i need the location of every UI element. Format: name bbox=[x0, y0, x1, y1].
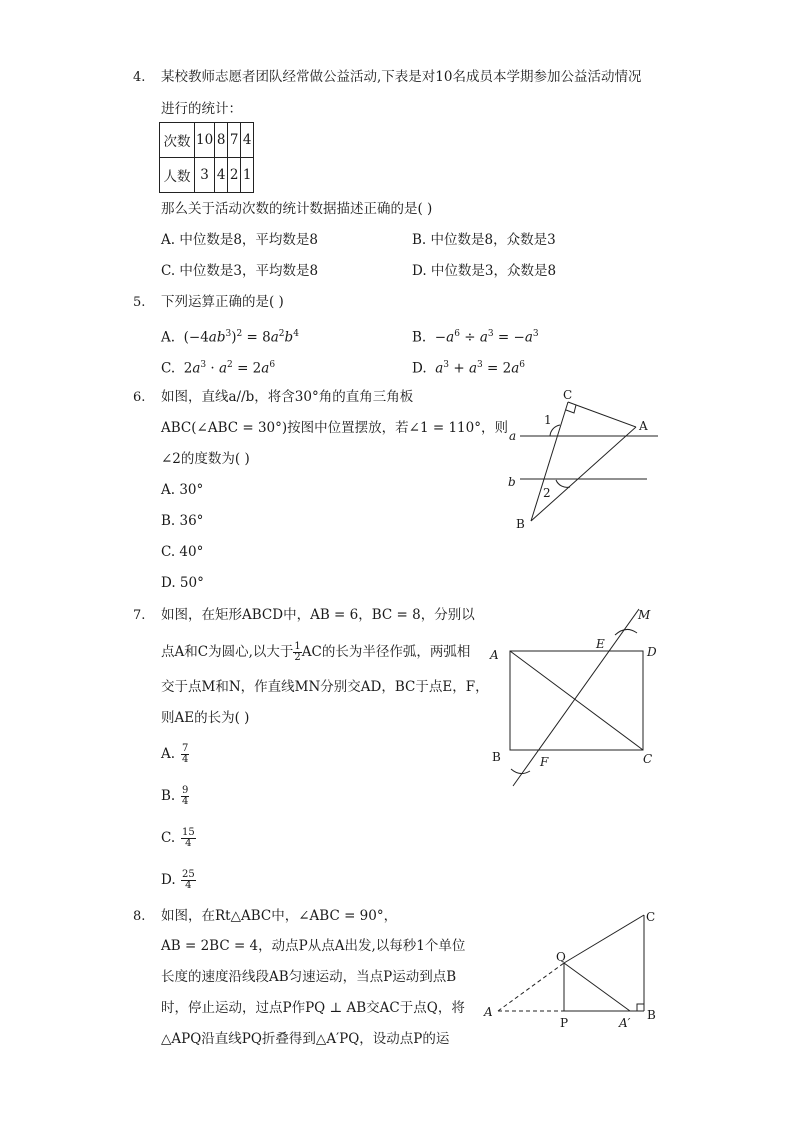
q7-line4: 则AE的长为( ) bbox=[161, 710, 250, 726]
q7-option-d: D. $\frac{25}{4}$ bbox=[161, 869, 195, 891]
q4-option-b: B. 中位数是8，众数是3 bbox=[412, 232, 556, 248]
q6-line1: 如图，直线a//b，将含30°角的直角三角板 bbox=[161, 389, 414, 405]
q6-side-ca bbox=[568, 402, 636, 427]
q7-label-b: B bbox=[492, 750, 501, 764]
q7-half-fraction: $\frac{1}{2}$ bbox=[294, 641, 301, 663]
table-cell: 3 bbox=[195, 158, 215, 193]
q8-right-angle-mark bbox=[637, 1004, 644, 1011]
q7-line3: 交于点M和N，作直线MN分别交AD，BC于点E，F， bbox=[161, 679, 489, 695]
q8-line5: △APQ沿直线PQ折叠得到△A′PQ，设动点P的运 bbox=[161, 1031, 450, 1047]
table-cell: 2 bbox=[228, 158, 241, 193]
q7-label-m: M bbox=[638, 608, 651, 622]
q6-angle2-arc bbox=[556, 480, 570, 487]
q8-label-c: C bbox=[646, 910, 656, 924]
q6-figure bbox=[500, 385, 670, 535]
q7-label-c: C bbox=[643, 752, 653, 766]
q6-line3: ∠2的度数为( ) bbox=[161, 451, 250, 467]
q8-line4: 时，停止运动，过点P作PQ ⊥ AB交AC于点Q，将 bbox=[161, 1000, 465, 1016]
q8-dashed-aq bbox=[498, 963, 564, 1011]
q7-arc-top bbox=[615, 629, 637, 635]
q8-figure bbox=[480, 905, 665, 1035]
q6-label-c: C bbox=[563, 388, 573, 402]
q4-number: 4. bbox=[133, 70, 146, 85]
q5-option-c: C. $2a^3 \cdot a^2 = 2a^6$ bbox=[161, 360, 276, 377]
q7-option-b: B. $\frac{9}{4}$ bbox=[161, 785, 189, 807]
q4-stat-table bbox=[159, 122, 254, 193]
q7-option-a: A. $\frac{7}{4}$ bbox=[161, 743, 189, 765]
table-cell: 4 bbox=[241, 123, 254, 158]
q7-figure bbox=[485, 605, 665, 790]
q6-label-angle1: 1 bbox=[544, 413, 552, 427]
q4-option-c: C. 中位数是3，平均数是8 bbox=[161, 263, 319, 279]
q8-line3: 长度的速度沿线段AB匀速运动，当点P运动到点B bbox=[161, 969, 457, 985]
q4-question: 那么关于活动次数的统计数据描述正确的是( ) bbox=[161, 201, 433, 217]
q4-stem-line2: 进行的统计： bbox=[161, 101, 242, 117]
q7-label-d: D bbox=[647, 645, 657, 659]
q7-line-mn bbox=[513, 609, 639, 786]
q7-label-e: E bbox=[596, 637, 605, 651]
q7-label-f: F bbox=[540, 755, 549, 769]
q8-label-a-prime: A′ bbox=[619, 1016, 631, 1030]
q8-segment-qc bbox=[564, 915, 644, 963]
table-cell: 4 bbox=[215, 158, 228, 193]
q6-number: 6. bbox=[133, 390, 146, 405]
q8-segment-qa-prime bbox=[564, 963, 630, 1011]
q7-line2: 点A和C为圆心,以大于 $\frac{1}{2}$ AC的长为半径作弧，两弧相 bbox=[161, 641, 471, 663]
q5-option-b: B. $-a^6 \div a^3 = -a^3$ bbox=[412, 329, 539, 346]
table-cell: 7 bbox=[228, 123, 241, 158]
q6-option-a: A. 30° bbox=[161, 482, 204, 498]
q5-option-d: D. $a^3 + a^3 = 2a^6$ bbox=[412, 360, 526, 377]
q5-stem: 下列运算正确的是( ) bbox=[161, 294, 284, 310]
q8-label-p: P bbox=[560, 1016, 569, 1030]
q4-stem-line1: 某校教师志愿者团队经常做公益活动,下表是对10名成员本学期参加公益活动情况 bbox=[161, 69, 642, 85]
q6-option-d: D. 50° bbox=[161, 575, 204, 591]
table-row bbox=[160, 123, 254, 158]
q6-side-ab bbox=[531, 427, 636, 521]
q8-label-a: A bbox=[484, 1005, 493, 1019]
q4-option-d: D. 中位数是3，众数是8 bbox=[412, 263, 557, 279]
table-cell: 1 bbox=[241, 158, 254, 193]
q8-label-q: Q bbox=[556, 950, 566, 964]
q8-line2: AB = 2BC = 4，动点P从点A出发,以每秒1个单位 bbox=[161, 938, 466, 954]
q7-diagonal-ac bbox=[510, 651, 643, 750]
q6-label-line-a: a bbox=[509, 429, 517, 443]
q6-label-a-vertex: A bbox=[639, 419, 648, 433]
q6-label-line-b: b bbox=[508, 475, 516, 489]
table-cell: 人数 bbox=[160, 158, 195, 193]
q5-number: 5. bbox=[133, 295, 146, 310]
q7-line1: 如图，在矩形ABCD中，AB = 6，BC = 8，分别以 bbox=[161, 607, 475, 623]
q6-label-b-vertex: B bbox=[516, 517, 525, 531]
q6-option-b: B. 36° bbox=[161, 513, 204, 529]
q7-option-c: C. $\frac{15}{4}$ bbox=[161, 827, 195, 849]
q6-option-c: C. 40° bbox=[161, 544, 204, 560]
table-cell: 8 bbox=[215, 123, 228, 158]
q7-number: 7. bbox=[133, 608, 146, 623]
q7-arc-bottom bbox=[511, 769, 530, 774]
table-cell: 10 bbox=[195, 123, 215, 158]
q6-label-angle2: 2 bbox=[543, 486, 551, 500]
q4-option-a: A. 中位数是8，平均数是8 bbox=[161, 232, 319, 248]
q8-number: 8. bbox=[133, 909, 146, 924]
q6-right-angle-mark bbox=[566, 405, 576, 413]
q8-label-b: B bbox=[647, 1008, 656, 1022]
table-cell: 次数 bbox=[160, 123, 195, 158]
table-row bbox=[160, 158, 254, 193]
q5-option-a: A. $(-4ab^3)^2 = 8a^2b^4$ bbox=[161, 329, 299, 346]
q6-line2: ABC(∠ABC = 30°)按图中位置摆放，若∠1 = 110°，则 bbox=[161, 420, 508, 436]
q8-line1: 如图，在Rt△ABC中，∠ABC = 90°， bbox=[161, 908, 398, 924]
q7-label-a: A bbox=[490, 648, 499, 662]
